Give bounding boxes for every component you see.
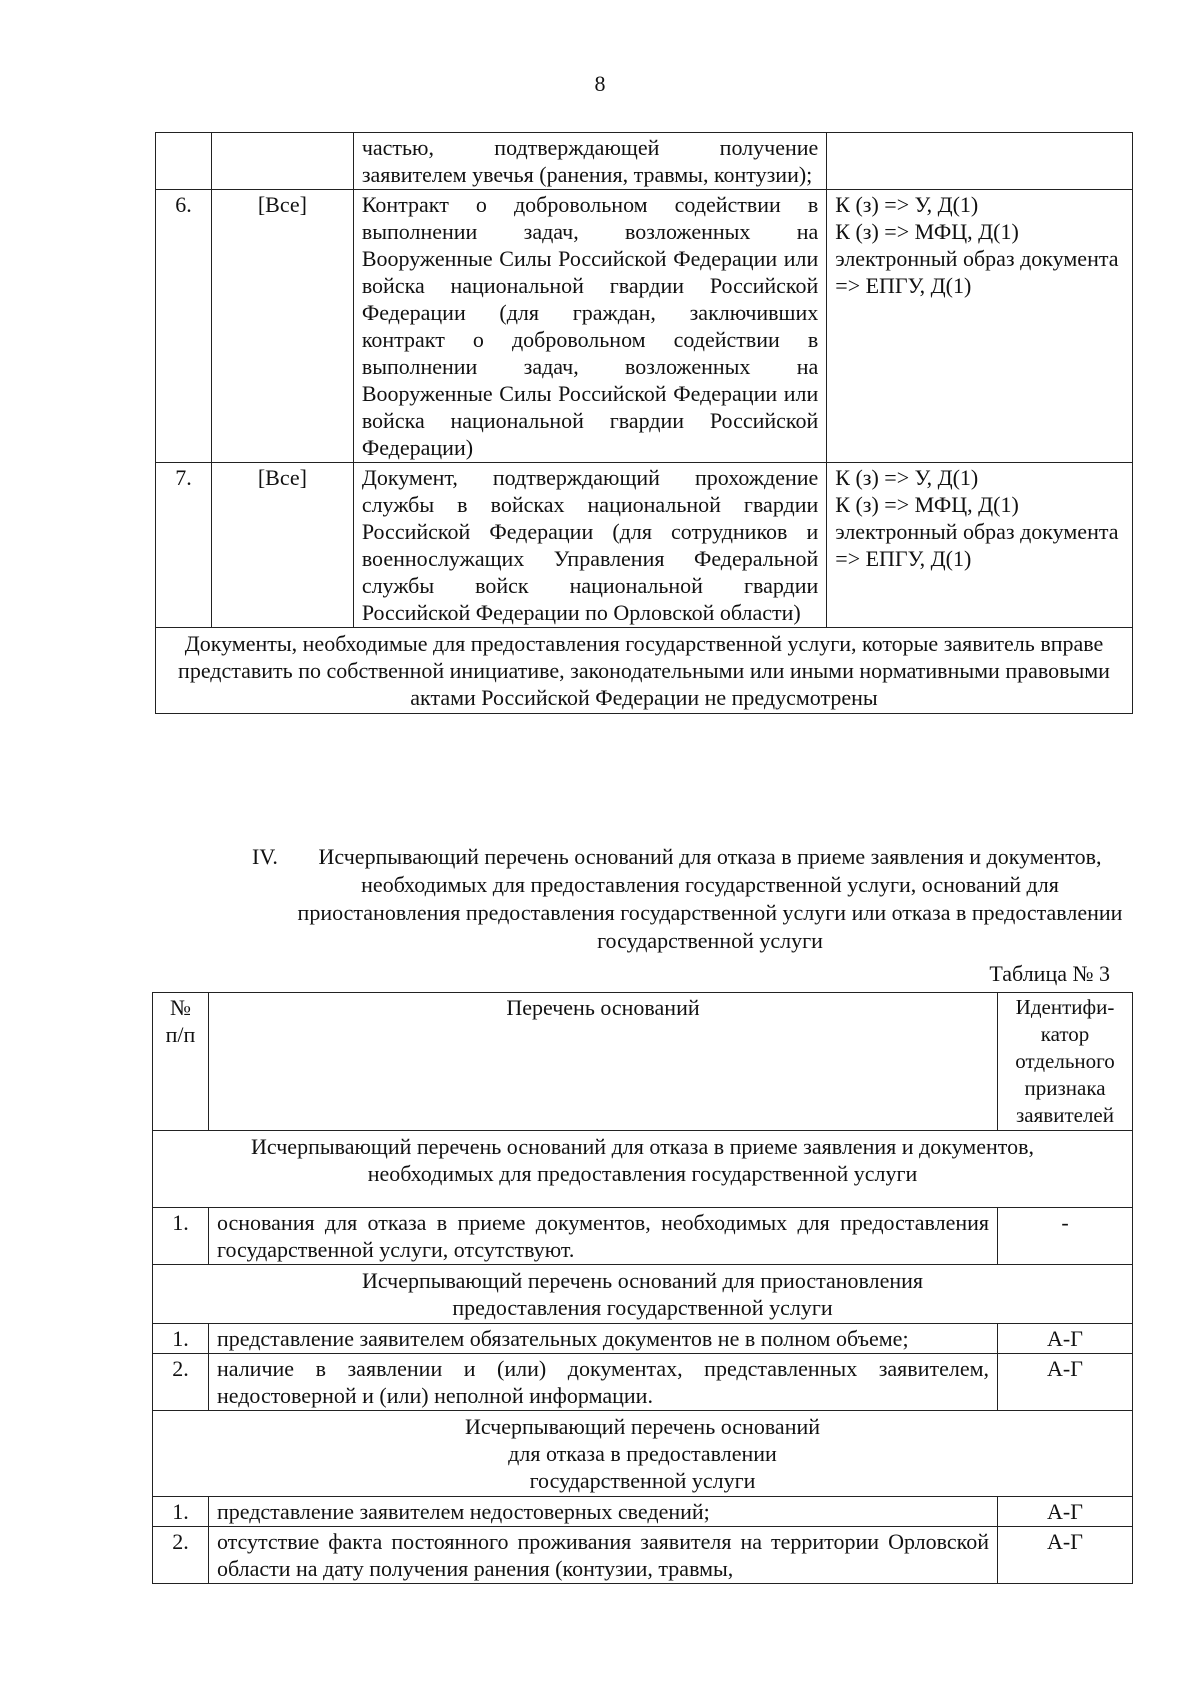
table-row	[156, 463, 1133, 628]
applicant-category: [Все]	[211, 463, 353, 628]
table-footer-row	[156, 628, 1133, 714]
row-number: 1.	[153, 1324, 209, 1354]
table-row	[153, 1208, 1133, 1265]
ground-text: основания для отказа в приеме документов, необходимых для предоставления государственной услуги, отсутствуют.	[208, 1208, 997, 1265]
documents-table	[155, 132, 1133, 714]
group-header-row	[153, 1265, 1133, 1324]
table-footer-note: Документы, необходимые для предоставления государственной услуги, которые заявитель вправе представить по собственной инициативе, законодательными или иными нормативными правовыми актами Российской Федерации не предусмотрены	[156, 628, 1133, 714]
method-line: К (з) => МФЦ, Д(1)	[835, 492, 1019, 517]
document-description: частью, подтверждающей получение заявителем увечья (ранения, травмы, контузии);	[353, 133, 826, 190]
submission-method	[827, 463, 1133, 628]
applicant-category: [Все]	[211, 190, 353, 463]
row-number: 6.	[156, 190, 212, 463]
applicant-identifier: -	[998, 1208, 1133, 1265]
table-caption: Таблица № 3	[989, 961, 1110, 986]
ground-text: представление заявителем обязательных документов не в полном объеме;	[208, 1324, 997, 1354]
row-number: 2.	[153, 1354, 209, 1411]
table-header-row	[153, 993, 1133, 1131]
ground-text: отсутствие факта постоянного проживания заявителя на территории Орловской области на дату получения ранения (контузии, травмы,	[208, 1527, 997, 1584]
submission-method	[827, 133, 1133, 190]
grounds-table	[152, 992, 1133, 1584]
header-identifier: Идентифи-катор отдельного признака заявителей	[998, 993, 1133, 1131]
document-description: Документ, подтверждающий прохождение службы в войсках национальной гвардии Российской Федерации (для сотрудников и военнослужащих Управления Федеральной службы войск национальной гвардии Российской Федерации по Орловской области)	[353, 463, 826, 628]
applicant-category	[211, 133, 353, 190]
group-title: Исчерпывающий перечень оснований для отказа в предоставлении государственной услуги	[153, 1411, 1133, 1497]
page-number: 8	[594, 71, 606, 96]
table-row	[153, 1527, 1133, 1584]
method-line: электронный образ документа => ЕПГУ, Д(1)	[835, 519, 1119, 571]
row-number: 2.	[153, 1527, 209, 1584]
group-title: Исчерпывающий перечень оснований для отказа в приеме заявления и документов, необходимых для предоставления государственной услуги	[153, 1131, 1133, 1208]
table-row	[156, 133, 1133, 190]
row-number: 1.	[153, 1497, 209, 1527]
group-title: Исчерпывающий перечень оснований для приостановления предоставления государственной услуги	[153, 1265, 1133, 1324]
table-row	[156, 190, 1133, 463]
table-row	[153, 1354, 1133, 1411]
ground-text: наличие в заявлении и (или) документах, представленных заявителем, недостоверной и (или) неполной информации.	[208, 1354, 997, 1411]
method-line: электронный образ документа => ЕПГУ, Д(1)	[835, 246, 1119, 298]
method-line: К (з) => У, Д(1)	[835, 192, 979, 217]
applicant-identifier: А-Г	[998, 1324, 1133, 1354]
row-number: 7.	[156, 463, 212, 628]
table-row	[153, 1324, 1133, 1354]
section-heading	[230, 843, 1130, 955]
row-number: 1.	[153, 1208, 209, 1265]
section-number: IV.	[252, 844, 278, 869]
submission-method	[827, 190, 1133, 463]
applicant-identifier: А-Г	[998, 1527, 1133, 1584]
group-header-row	[153, 1411, 1133, 1497]
method-line: К (з) => МФЦ, Д(1)	[835, 219, 1019, 244]
header-number: № п/п	[153, 993, 209, 1131]
row-number	[156, 133, 212, 190]
group-header-row	[153, 1131, 1133, 1208]
ground-text: представление заявителем недостоверных сведений;	[208, 1497, 997, 1527]
header-grounds-list: Перечень оснований	[208, 993, 997, 1131]
table-row	[153, 1497, 1133, 1527]
applicant-identifier: А-Г	[998, 1497, 1133, 1527]
method-line: К (з) => У, Д(1)	[835, 465, 979, 490]
section-title: Исчерпывающий перечень оснований для отказа в приеме заявления и документов, необходимых для предоставления государственной услуги, оснований для приостановления предоставления государственной услуги или отказа в предоставлении государственной услуги	[297, 844, 1123, 953]
document-description: Контракт о добровольном содействии в выполнении задач, возложенных на Вооруженные Силы Российской Федерации или войска национальной гвардии Российской Федерации (для граждан, заключивших контракт о добровольном содействии в выполнении задач, возложенных на Вооруженные Силы Российской Федерации или войска национальной гвардии Российской Федерации)	[353, 190, 826, 463]
applicant-identifier: А-Г	[998, 1354, 1133, 1411]
